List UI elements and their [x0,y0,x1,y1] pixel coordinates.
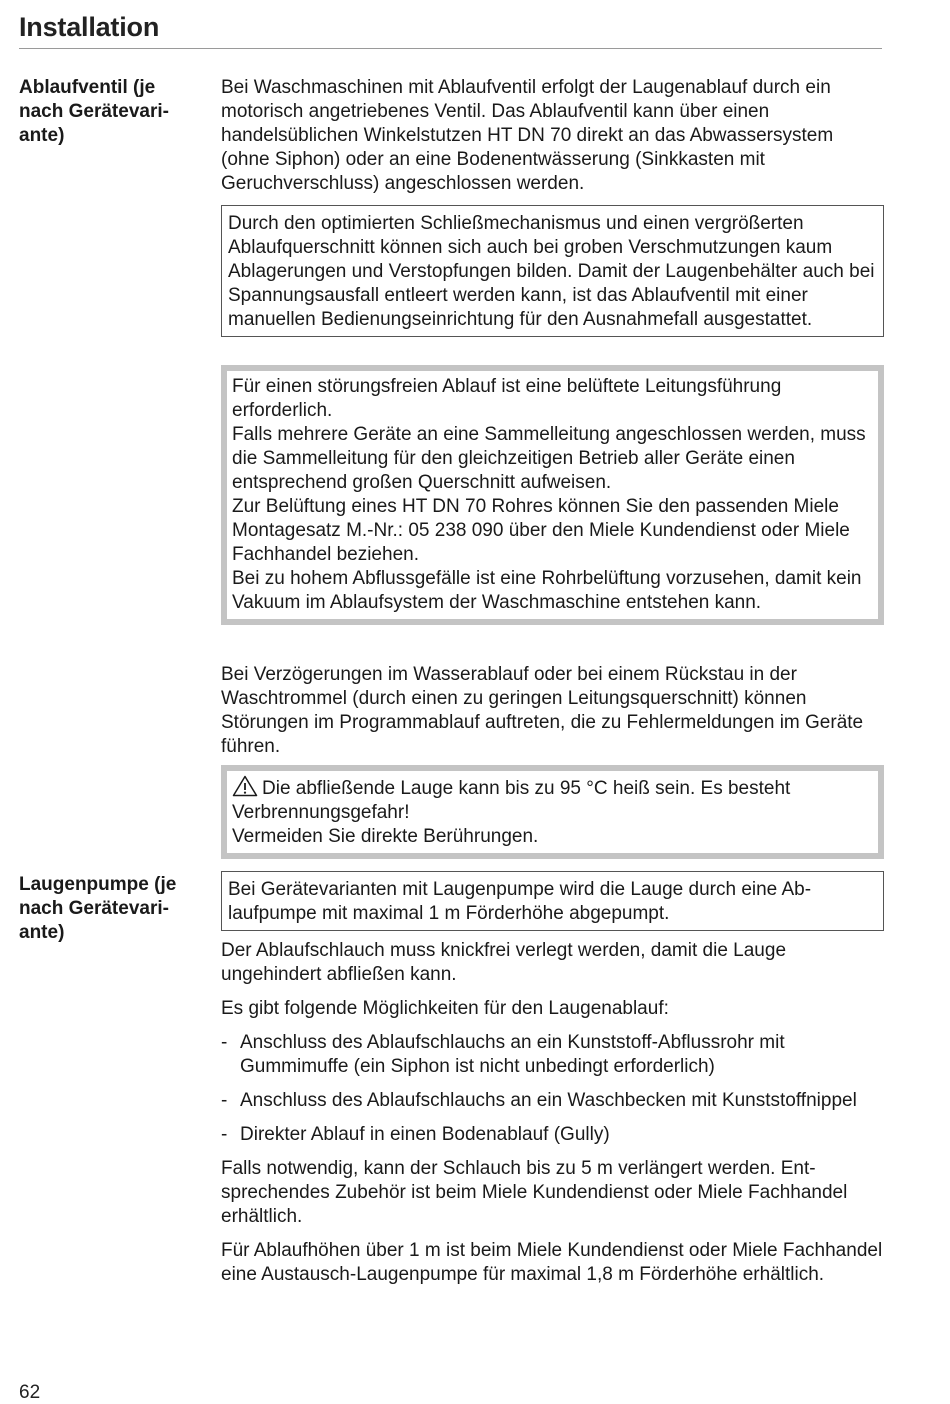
warning-box [221,765,884,859]
page-number: 62 [19,1382,41,1403]
pump-section [221,939,884,1287]
note-line: Für einen störungsfreien Ablauf ist eine belüftete Leitungsführung erforderlich. [232,376,782,421]
intro-paragraph: Bei Waschmaschinen mit Ablaufventil erfolgt der Laugenablauf durch ein motorisch angetriebenes Ventil. Das Ablaufventil kann über einen handelsüblichen Winkelstutzen HT DN 70 direkt an das Abwassersystem (ohne Siphon) oder an eine Bodenentwässerung (Sinkkasten mit Geruchverschluss) angeschlossen werden. [221,77,834,194]
note-line: Bei zu hohem Abflussgefälle ist eine Rohrbelüftung vorzusehen, damit kein Vakuum im Ablaufsystem der Waschmaschine entstehen kann. [232,568,862,613]
list-bullet: - [221,1032,228,1053]
section-label-laugenpumpe: Laugenpumpe (je nach Gerätevariante) [19,874,177,943]
warning-line: Vermeiden Sie direkte Berührungen. [232,826,539,847]
delay-section [221,663,884,759]
note-line: Zur Belüftung eines HT DN 70 Rohres können Sie den passenden Miele Montagesatz M.-Nr.: 05 238 090 über den Miele Kundendienst oder Miele Fachhandel beziehen. [232,496,850,565]
warning-triangle-icon [232,775,258,797]
list-item [221,1031,884,1079]
paragraph: Für Ablaufhöhen über 1 m ist beim Miele Kundendienst oder Miele Fachhandel eine Austausch-Laugenpumpe für maximal 1,8 m Förderhöhe erhältlich. [221,1240,883,1285]
paragraph: Falls notwendig, kann der Schlauch bis zu 5 m verlängert werden. Entsprechendes Zubehör ist beim Miele Kundendienst oder Miele Fachhandel erhältlich. [221,1158,848,1227]
list-item [221,1123,884,1147]
warning-text: Die abfließende Lauge kann bis zu 95 °C heiß sein. Es besteht Verbrennungsgefahr! [232,778,791,823]
note-box-ventilation [221,365,884,625]
paragraph: Es gibt folgende Möglichkeiten für den Laugenablauf: [221,998,669,1019]
note-line: Falls mehrere Geräte an eine Sammelleitung angeschlossen werden, muss die Sammelleitung für den gleichzeitigen Betrieb aller Geräte einen entsprechend großen Querschnitt aufweisen. [232,424,866,493]
warning-line [232,775,872,825]
delay-paragraph: Bei Verzögerungen im Wasserablauf oder bei einem Rückstau in der Waschtrommel (durch einen zu geringen Leitungsquerschnitt) können Störungen im Programmablauf auftreten, die zu Fehlermeldungen im Geräte führen. [221,664,864,757]
info-text: Durch den optimierten Schließmechanismus und einen vergrößerten Ablaufquerschnitt können sich auch bei groben Verschmutzungen kaum Ablagerungen und Verstopfungen bilden. Damit der Laugenbehälter auch bei Spannungsausfall entleert werden kann, ist das Ablaufventil mit einer manuellen Bedienungseinrichtung für den Ausnahmefall ausgestattet. [228,213,875,330]
section-intro [221,76,884,196]
info-text: Bei Gerätevarianten mit Laugenpumpe wird die Lauge durch eine Ablaufpumpe mit maximal 1 m Förderhöhe abgepumpt. [228,879,812,924]
list-bullet: - [221,1124,228,1145]
page-title: Installation [19,12,160,42]
list-item-text: Direkter Ablauf in einen Bodenablauf (Gully) [240,1124,610,1145]
list-item [221,1089,884,1113]
list-item-text: Anschluss des Ablaufschlauchs an ein Kunststoff-Abflussrohr mit Gummimuffe (ein Siphon ist nicht unbedingt erforderlich) [240,1032,785,1077]
page-header [19,12,882,49]
section-label-ablaufventil: Ablaufventil (je nach Gerätevariante) [19,77,169,146]
list-item-text: Anschluss des Ablaufschlauchs an ein Waschbecken mit Kunststoffnippel [240,1090,857,1111]
list-bullet: - [221,1090,228,1111]
info-box-pump [221,871,884,931]
info-box-mechanism [221,205,884,337]
paragraph: Der Ablaufschlauch muss knickfrei verlegt werden, damit die Lauge ungehindert abfließen kann. [221,940,787,985]
